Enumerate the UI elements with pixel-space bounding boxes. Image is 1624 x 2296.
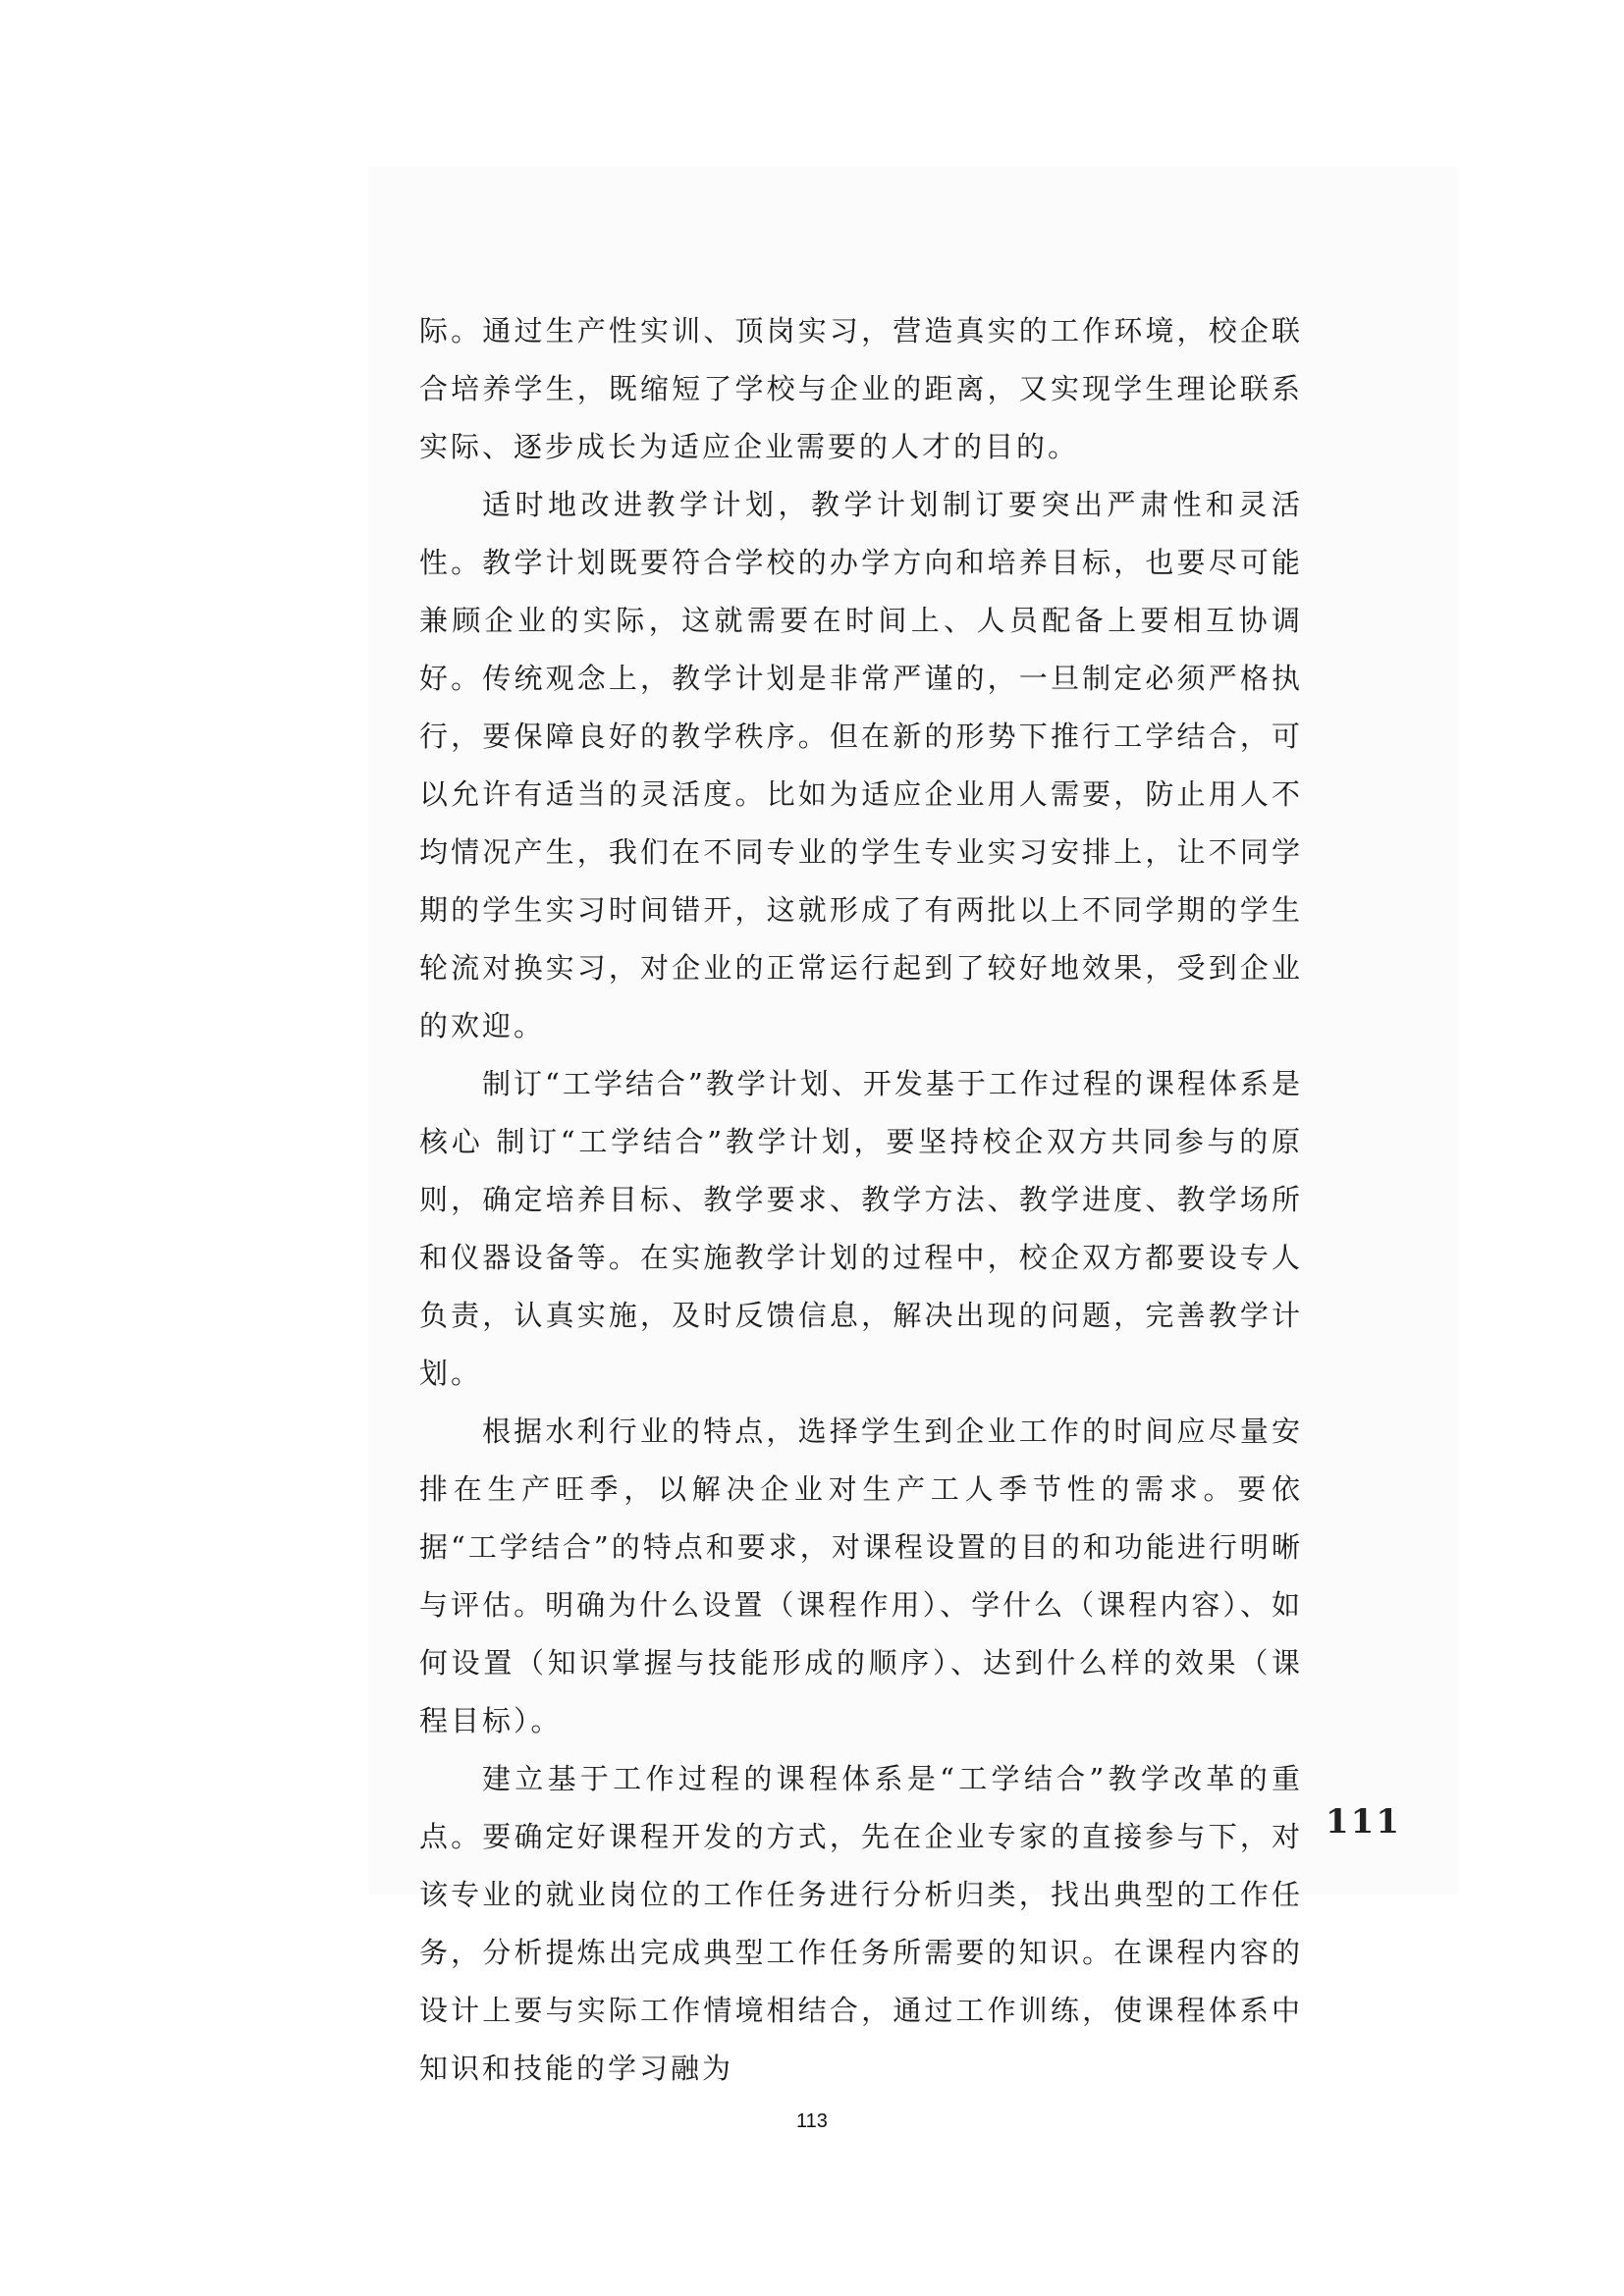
- paragraph: 建立基于工作过程的课程体系是“工学结合”教学改革的重点。要确定好课程开发的方式，先在企业专家的直接参与下，对该专业的就业岗位的工作任务进行分析归类，找出典型的工作任务，分析提炼出完成典型工作任务所需要的知识。在课程内容的设计上要与实际工作情境相结合，通过工作训练，使课程体系中知识和技能的学习融为: [419, 1762, 1303, 2085]
- footer-page-number: 113: [796, 2110, 828, 2132]
- paragraph: 根据水利行业的特点，选择学生到企业工作的时间应尽量安排在生产旺季，以解决企业对生产工人季节性的需求。要依据“工学结合”的特点和要求，对课程设置的目的和功能进行明晰与评估。明确为什么设置（课程作用）、学什么（课程内容）、如何设置（知识掌握与技能形成的顺序）、达到什么样的效果（课程目标）。: [419, 1415, 1303, 1737]
- paragraph: 际。通过生产性实训、顶岗实习，营造真实的工作环境，校企联合培养学生，既缩短了学校与企业的距离，又实现学生理论联系实际、逐步成长为适应企业需要的人才的目的。: [419, 314, 1303, 463]
- paragraph: 适时地改进教学计划，教学计划制订要突出严肃性和灵活性。教学计划既要符合学校的办学方向和培养目标，也要尽可能兼顾企业的实际，这就需要在时间上、人员配备上要相互协调好。传统观念上，教学计划是非常严谨的，一旦制定必须严格执行，要保障良好的教学秩序。但在新的形势下推行工学结合，可以允许有适当的灵活度。比如为适应企业用人需要，防止用人不均情况产生，我们在不同专业的学生专业实习安排上，让不同学期的学生实习时间错开，这就形成了有两批以上不同学期的学生轮流对换实习，对企业的正常运行起到了较好地效果，受到企业的欢迎。: [419, 488, 1303, 1042]
- paragraph: 制订“工学结合”教学计划、开发基于工作过程的课程体系是核心 制订“工学结合”教学计划，要坚持校企双方共同参与的原则，确定培养目标、教学要求、教学方法、教学进度、教学场所和仪器设备等。在实施教学计划的过程中，校企双方都要设专人负责，认真实施，及时反馈信息，解决出现的问题，完善教学计划。: [419, 1067, 1303, 1390]
- scanned-page-number: 111: [1326, 1802, 1401, 1842]
- body-text: [419, 302, 1303, 2098]
